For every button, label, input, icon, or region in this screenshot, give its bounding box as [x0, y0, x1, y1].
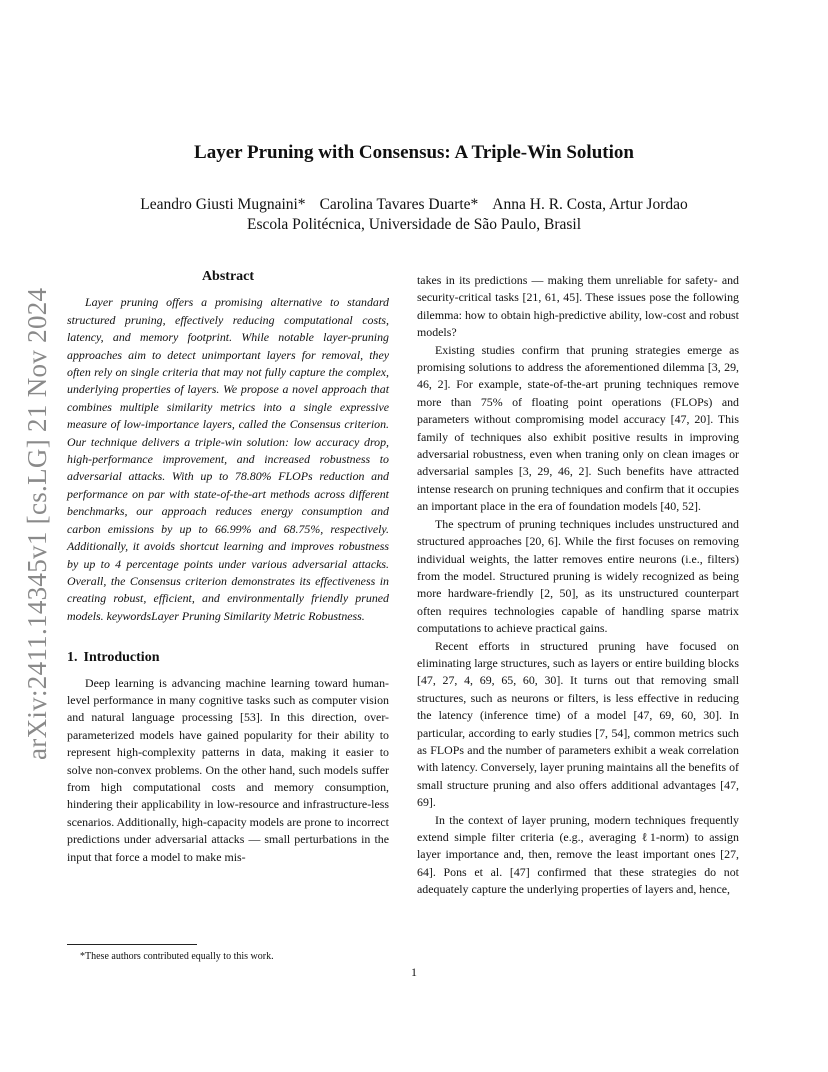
author-3-4: Anna H. R. Costa, Artur Jordao: [492, 196, 688, 213]
footnote-divider: [67, 944, 197, 945]
body-paragraph-continued: takes in its predictions — making them unreliable for safety- and security-critical tasks [21, 61, 45]. These issues pose the following dilemma: how to obtain high-predictive ability, low-cost and robust models?: [417, 273, 739, 340]
author-1: Leandro Giusti Mugnaini*: [140, 196, 306, 213]
abstract-heading: Abstract: [201, 269, 255, 284]
body-paragraph-4: Recent efforts in structured pruning have focused on eliminating large structures, such as layers or entire building blocks [47, 27, 4, 69, 65, 60, 30]. It turns out that removing small structures, such as neurons or filters, is less effective in reducing the latency (inference time) of a model [47, 69, 60, 30]. In particular, according to early studies [7, 54], common metrics such as FLOPs and the number of parameters exhibit a weak correlation with latency. Conversely, layer pruning maintains all the benefits of small structure pruning and also offers additional advantages [47, 69].: [417, 638, 739, 810]
page-number: 1: [411, 965, 417, 979]
right-column: [417, 272, 739, 899]
abstract-text: Layer pruning offers a promising alternative to standard structured pruning, effectively reducing computational costs, latency, and memory footprint. While notable layer-pruning approaches aim to detect unimportant layers for removal, they often rely on single criteria that may not fully capture the complex, underlying properties of layers. We propose a novel approach that combines multiple similarity metrics into a single expressive measure of low-importance layers, called the Consensus criterion. Our technique delivers a triple-win solution: low accuracy drop, high-performance improvement, and increased robustness to adversarial attacks. With up to 78.80% FLOPs reduction and performance on par with state-of-the-art methods across different benchmarks, our approach reduces energy consumption and carbon emissions by up to 66.99% and 68.75%, respectively. Additionally, it avoids shortcut learning and improves robustness by up to 4 percentage points under various adversarial attacks. Overall, the Consensus criterion demonstrates its effectiveness in creating robust, efficient, and environmentally friendly pruned models. keywordsLayer Pruning Similarity Metric Robustness.: [67, 295, 389, 623]
section-heading-introduction: [67, 649, 389, 666]
section-number: 1.: [67, 650, 78, 666]
section-title: Introduction: [83, 650, 160, 666]
footnote-equal-contribution: *These authors contributed equally to this work.: [80, 951, 274, 962]
left-column: [67, 268, 389, 866]
author-names: [0, 195, 828, 215]
body-paragraph-2: Existing studies confirm that pruning strategies emerge as promising solutions to address the aforementioned dilemma [3, 29, 46, 2]. For example, state-of-the-art pruning techniques remove more than 75% of floating point operations (FLOPs) and parameters without compromising model accuracy [47, 20]. This family of techniques also exhibit positive results in improving adversarial robustness, even when traning only on clean images or adversarial samples [3, 29, 46, 2]. Such benefits have attracted intense research on pruning techniques and confirm that it occupies an important place in the era of foundation models [40, 52].: [417, 342, 739, 514]
arxiv-identifier-stamp: arXiv:2411.14345v1 [cs.LG] 21 Nov 2024: [22, 287, 52, 760]
body-paragraph-3: The spectrum of pruning techniques includes unstructured and structured approaches [20, 6]. While the first focuses on removing individual weights, the latter removes entire neurons (i.e., filters) from the model. Structured pruning is widely recognized as being more hardware-friendly [2, 50], as its unstructured counterpart often requires technologies capable of handling sparse matrix computations to achieve practical gains.: [417, 516, 739, 636]
author-block: [0, 195, 828, 235]
paper-title: Layer Pruning with Consensus: A Triple-Win Solution: [194, 142, 634, 163]
intro-paragraph-1: Deep learning is advancing machine learning toward human-level performance in many cognitive tasks such as computer vision and natural language processing [53]. In this direction, over-parameterized models have gained popularity for their ability to represent high-complexity patterns in data, making it easier to solve non-convex problems. On the other hand, such models suffer from high computational costs and memory consumption, hindering their applicability in low-resource and infrastructure-less scenarios. Additionally, high-capacity models are prone to incorrect predictions under adversarial attacks — small perturbations in the input that force a model to make mis-: [67, 675, 389, 864]
body-paragraph-5: In the context of layer pruning, modern techniques frequently extend simple filter criteria (e.g., averaging ℓ1-norm) to assign layer importance and, then, remove the least important ones [27, 64]. Pons et al. [47] confirmed that these strategies do not adequately capture the underlying properties of layers and, hence,: [417, 812, 739, 897]
author-affiliation: Escola Politécnica, Universidade de São Paulo, Brasil: [246, 216, 582, 233]
author-2: Carolina Tavares Duarte*: [319, 196, 479, 213]
